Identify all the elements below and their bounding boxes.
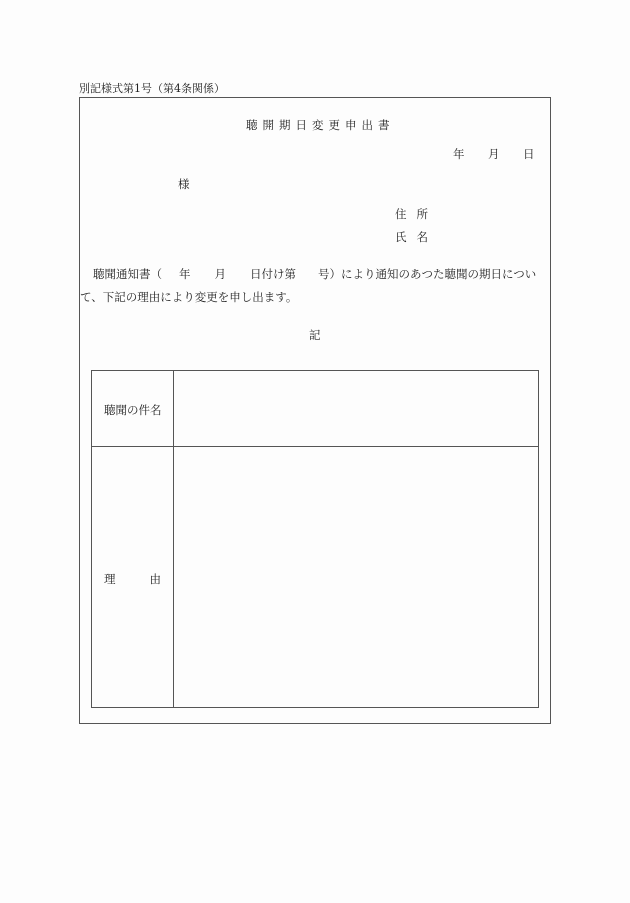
date-day-label: 日	[523, 147, 535, 161]
addressee-suffix: 様	[178, 177, 190, 191]
body-date-suffix: 日付け第	[250, 267, 296, 281]
reason-label-char-1: 理	[104, 572, 116, 586]
body-text-line-2: て、下記の理由により変更を申し出ます。	[80, 290, 298, 304]
table-divider-vertical	[173, 371, 174, 707]
date-year-label: 年	[453, 147, 465, 161]
body-number-suffix: 号）により通知のあつた聴聞の期日につい	[318, 267, 537, 281]
details-table	[91, 370, 539, 708]
reason-label	[104, 571, 161, 587]
address-label: 住所	[395, 207, 438, 221]
body-text-line-1	[93, 266, 536, 282]
name-label: 氏名	[395, 230, 438, 244]
reason-label-char-2: 由	[149, 572, 161, 586]
subject-label: 聴聞の件名	[104, 403, 162, 417]
body-month: 月	[214, 267, 226, 281]
page-title: 聴開期日変更申出書	[246, 118, 395, 132]
body-year: 年	[179, 267, 191, 281]
body-prefix: 聴聞通知書（	[93, 267, 162, 281]
note-heading: 記	[309, 328, 321, 342]
table-divider-horizontal	[92, 446, 538, 447]
form-number-label: 別記様式第1号（第4条関係）	[79, 82, 225, 95]
date-month-label: 月	[488, 147, 500, 161]
